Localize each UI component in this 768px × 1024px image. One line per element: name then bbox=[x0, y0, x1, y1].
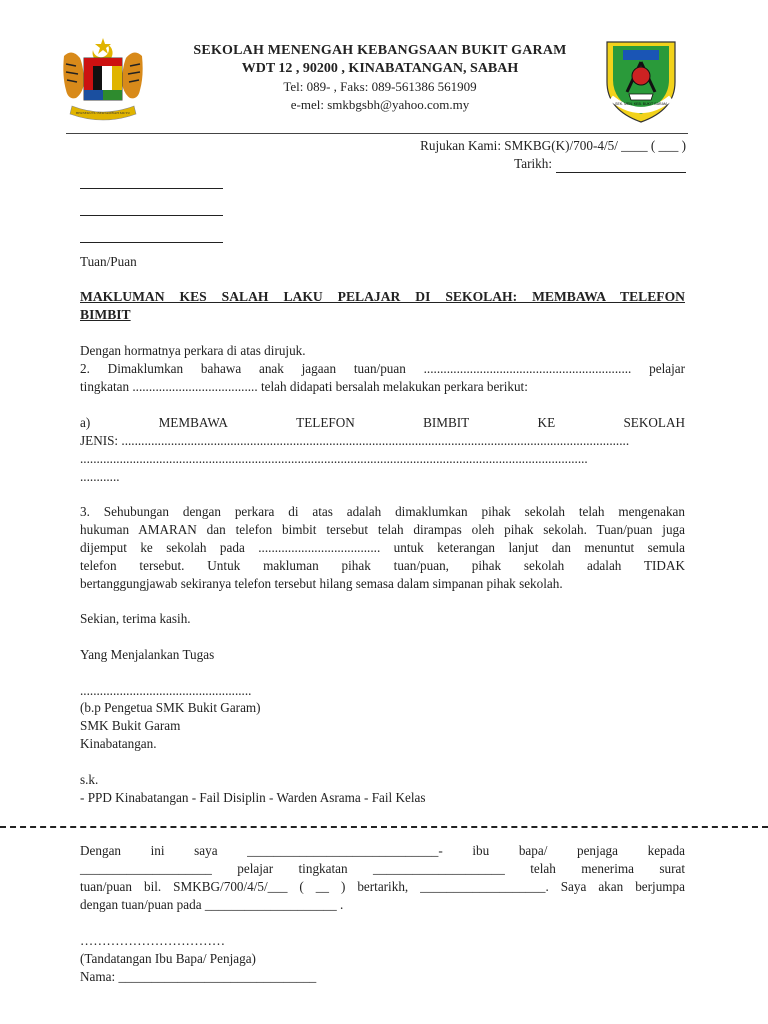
paragraph-2-line-2: tingkatan ...................................... telah didapati bersalah melakukan perkara berikut: bbox=[80, 379, 528, 394]
paragraph-3-line-2: hukuman AMARAN dan telefon bimbit tersebut telah dirampas oleh pihak sekolah. Tuan/puan juga bbox=[80, 522, 685, 537]
cc-label: s.k. bbox=[80, 772, 99, 787]
recipient-address-line-1[interactable] bbox=[80, 188, 223, 189]
coat-of-arms-banner: BERSEKUTU BERTAMBAH MUTU bbox=[75, 111, 131, 115]
paragraph-3-line-4: telefon tersebut. Untuk makluman pihak tuan/puan, pihak sekolah adalah TIDAK bbox=[80, 558, 685, 573]
slip-line-2[interactable]: ____________________ pelajar tingkatan ____________________ telah menerima surat bbox=[80, 861, 685, 876]
letterhead bbox=[150, 42, 610, 114]
school-name: SEKOLAH MENENGAH KEBANGSAAN BUKIT GARAM bbox=[193, 43, 567, 58]
closing-line: Sekian, terima kasih. bbox=[80, 611, 191, 626]
item-a-jenis-field[interactable]: JENIS: .......................................................................................................................................................... bbox=[80, 433, 630, 448]
signer-location: Kinabatangan. bbox=[80, 736, 157, 751]
letter-title bbox=[80, 288, 685, 306]
school-badge-icon bbox=[593, 36, 689, 124]
slip-line-3[interactable]: tuan/puan bil. SMKBG/700/4/5/___ ( __ ) bertarikh, ___________________. Saya akan berjumpa bbox=[80, 879, 685, 894]
item-a-word-2: TELEFON bbox=[296, 415, 355, 430]
item-a-label: a) bbox=[80, 415, 91, 430]
date-label: Tarikh: bbox=[514, 156, 552, 171]
signer-school: SMK Bukit Garam bbox=[80, 718, 181, 733]
item-a-word-3: BIMBIT bbox=[423, 415, 470, 430]
slip-line-4[interactable]: dengan tuan/puan pada ____________________ . bbox=[80, 897, 344, 912]
paragraph-2-line-1: 2. Dimaklumkan bahawa anak jagaan tuan/puan ............................................................... pelajar bbox=[80, 361, 685, 376]
signer-title: (b.p Pengetua SMK Bukit Garam) bbox=[80, 700, 261, 715]
paragraph-3-line-1: 3. Sehubungan dengan perkara di atas adalah dimaklumkan pihak sekolah telah mengenakan bbox=[80, 504, 685, 519]
recipient-address-line-2[interactable] bbox=[80, 215, 223, 216]
letter-title-line-2: BIMBIT bbox=[80, 307, 131, 322]
signature-dots[interactable]: .................................................... bbox=[80, 683, 252, 698]
paragraph-3-line-3: dijemput ke sekolah pada ..................................... untuk keterangan lanjut dan menuntut semula bbox=[80, 540, 685, 555]
item-a-word-1: MEMBAWA bbox=[158, 415, 228, 430]
school-phone: Tel: 089- , Faks: 089-561386 561909 bbox=[283, 79, 477, 94]
reference-line: Rujukan Kami: SMKBG(K)/700-4/5/ ____ ( ___ ) bbox=[420, 138, 686, 153]
header-divider bbox=[66, 133, 688, 134]
recipient-address-line-3[interactable] bbox=[80, 242, 223, 243]
slip-signature-label: (Tandatangan Ibu Bapa/ Penjaga) bbox=[80, 951, 256, 966]
date-field[interactable] bbox=[556, 172, 686, 173]
salutation: Tuan/Puan bbox=[80, 254, 137, 269]
cc-list: - PPD Kinabatangan - Fail Disiplin - Warden Asrama - Fail Kelas bbox=[80, 790, 426, 805]
parent-name-field[interactable]: _____________________________- bbox=[247, 843, 443, 858]
slip-signature-dots[interactable]: …………………………… bbox=[80, 933, 226, 948]
item-a-word-4: KE bbox=[537, 415, 556, 430]
slip-line-1: Dengan ini saya _____________________________- ibu bapa/ penjaga kepada bbox=[80, 843, 685, 858]
item-a-dots-line-3[interactable]: ............ bbox=[80, 469, 120, 484]
slip-name-field[interactable]: Nama: ______________________________ bbox=[80, 969, 317, 984]
item-a-word-5: SEKOLAH bbox=[623, 415, 685, 430]
opening-line: Dengan hormatnya perkara di atas dirujuk. bbox=[80, 343, 306, 358]
school-email: e-mel: smkbgsbh@yahoo.com.my bbox=[290, 97, 470, 112]
item-a-line bbox=[80, 414, 685, 432]
duty-line: Yang Menjalankan Tugas bbox=[80, 647, 215, 662]
item-a-dots-line-2[interactable]: .......................................................................................................................................................... bbox=[80, 451, 588, 466]
school-address: WDT 12 , 90200 , KINABATANGAN, SABAH bbox=[241, 61, 519, 76]
cut-line-divider bbox=[0, 826, 768, 828]
school-badge-motto: SEK. MEN. KEB. BUKIT GARAM bbox=[615, 102, 667, 106]
paragraph-3-line-5: bertanggungjawab sekiranya telefon tersebut hilang semasa dalam simpanan pihak sekolah. bbox=[80, 576, 563, 591]
letter-title-line-1: MAKLUMAN KES SALAH LAKU PELAJAR DI SEKOLAH: MEMBAWA TELEFON bbox=[80, 289, 685, 304]
